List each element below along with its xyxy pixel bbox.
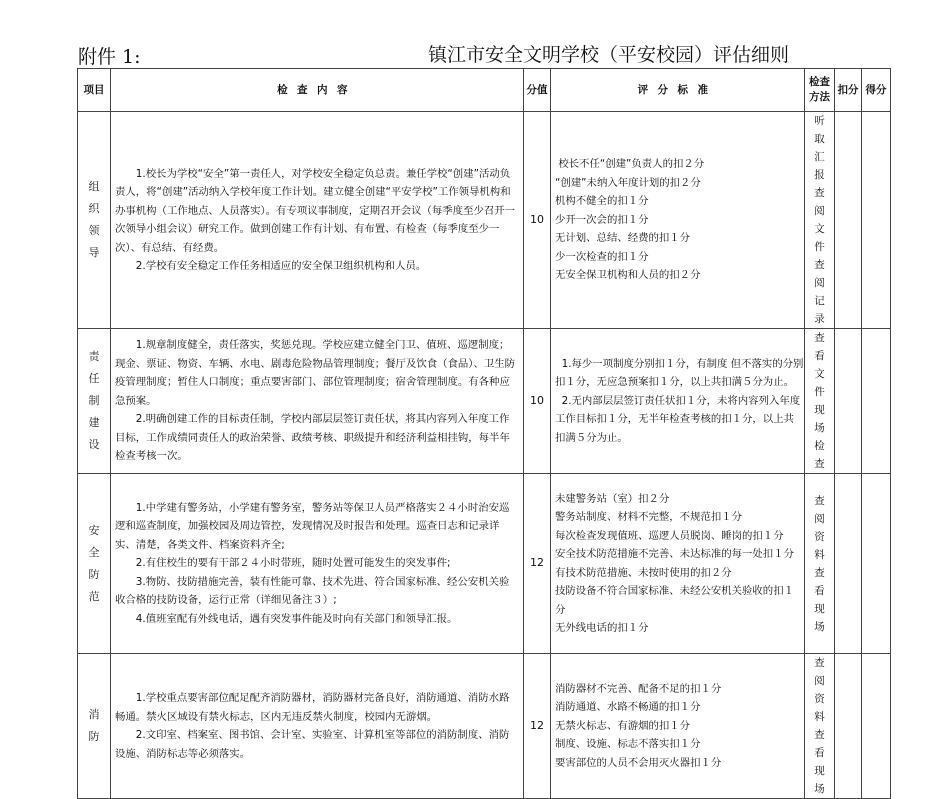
- row-item: 组织领导: [78, 112, 111, 329]
- row-score: 12: [524, 654, 551, 799]
- row-method: 查阅资料查看现场: [805, 654, 835, 799]
- evaluation-table: [77, 68, 891, 799]
- row-standard: 消防器材不完善、配备不足的扣１分 消防通道、水路不畅通的扣１分 无禁火标志、有游烟的扣１分 制度、设施、标志不落实扣１分 要害部位的人员不会用灭火器扣１分: [551, 654, 805, 799]
- row-item: 责任制建设: [78, 329, 111, 474]
- col-content: 检查内容: [111, 69, 524, 112]
- table-row: [78, 329, 891, 474]
- col-item: 项目: [78, 69, 111, 112]
- row-got: [862, 474, 891, 654]
- row-content: 1.中学建有警务站，小学建有警务室，警务站等保卫人员严格落实２４小时治安巡逻和巡查制度，加强校园及周边管控，发现情况及时报告和处理。巡查日志和记录详实、清楚，各类文件、档案资料齐全; 2.有住校生的要有干部２４小时带班，随时处置可能发生的突发事件; 3.物防、技防措施完善，装有性能可靠、技术先进、符合国家标准、经公安机关验收合格的技防设备，运行正常（详细见备注３）; 4.值班室配有外线电话，遇有突发事件能及时向有关部门和领导汇报。: [111, 474, 524, 654]
- row-score: 10: [524, 329, 551, 474]
- row-content: 1.学校重点要害部位配足配齐消防器材，消防器材完备良好，消防通道、消防水路畅通。禁火区域设有禁火标志，区内无违反禁火制度，校园内无游烟。 2.文印室、档案室、图书馆、会计室、实验室、计算机室等部位的消防制度、消防设施、消防标志等必须落实。: [111, 654, 524, 799]
- row-deduct: [835, 654, 862, 799]
- row-item: 安全防范: [78, 474, 111, 654]
- col-got: 得分: [862, 69, 891, 112]
- row-got: [862, 654, 891, 799]
- row-standard: 校长不任“创建”负责人的扣２分 “创建”未纳入年度计划的扣２分 机构不健全的扣１分 少开一次会的扣１分 无计划、总结、经费的扣１分 少一次检查的扣１分 无安全保卫机构和人员的扣２分: [551, 112, 805, 329]
- col-method: 检查方法: [805, 69, 835, 112]
- row-got: [862, 112, 891, 329]
- annex-label: 附件 1:: [78, 46, 141, 68]
- row-score: 12: [524, 474, 551, 654]
- row-method: 听取汇报查阅文件查阅记录: [805, 112, 835, 329]
- col-deduct: 扣分: [835, 69, 862, 112]
- row-item: 消防: [78, 654, 111, 799]
- row-deduct: [835, 329, 862, 474]
- row-standard: 1.每少一项制度分别扣１分，有制度 但不落实的分别扣１分，无应急预案扣１分，以上共扣满５分为止。 2.无内部层层签订责任状扣１分，未将内容列入年度工作目标扣１分，无半年检查考核的扣１分，以上共扣满５分为止。: [551, 329, 805, 474]
- table-row: [78, 654, 891, 799]
- row-got: [862, 329, 891, 474]
- header-row: [78, 69, 891, 112]
- document-title: 镇江市安全文明学校（平安校园）评估细则: [428, 44, 790, 66]
- row-content: 1.校长为学校“安全”第一责任人，对学校安全稳定负总责。兼任学校“创建”活动负责人，将“创建”活动纳入学校年度工作计划。建立健全创建“平安学校”工作领导机构和办事机构（工作地点、人员落实）。有专项议事制度，定期召开会议（每季度至少召开一次领导小组会议）研究工作。做到创建工作有计划、有布置、有检查（每季度至少一次）、有总结、有经费。 2.学校有安全稳定工作任务相适应的安全保卫组织机构和人员。: [111, 112, 524, 329]
- row-deduct: [835, 474, 862, 654]
- row-standard: 未建警务站（室）扣２分 警务站制度、材料不完整，不规范扣１分 每次检查发现值班、巡逻人员脱岗、睡岗的扣１分 安全技术防范措施不完善、未达标准的每一处扣１分 有技术防范措施、未按时使用的扣２分 技防设备不符合国家标准、未经公安机关验收的扣１分 无外线电话的扣１分: [551, 474, 805, 654]
- row-deduct: [835, 112, 862, 329]
- table-row: [78, 474, 891, 654]
- row-method: 查看文件现场检查: [805, 329, 835, 474]
- row-score: 10: [524, 112, 551, 329]
- table-row: [78, 112, 891, 329]
- row-content: 1.规章制度健全，责任落实，奖惩兑现。学校应建立健全门卫、值班、巡逻制度；现金、票证、物资、车辆、水电、剧毒危险物品管理制度；餐厅及饮食（食品）、卫生防疫管理制度；暂住人口制度；重点要害部门、部位管理制度；宿舍管理制度。有各种应急预案。 2.明确创建工作的目标责任制，学校内部层层签订责任状，将其内容列入年度工作目标，工作成绩同责任人的政治荣誉、政绩考核、职级提升和经济利益相挂钩，每半年检查考核一次。: [111, 329, 524, 474]
- row-method: 查阅资料查看现场: [805, 474, 835, 654]
- col-score: 分值: [524, 69, 551, 112]
- col-standard: 评分标准: [551, 69, 805, 112]
